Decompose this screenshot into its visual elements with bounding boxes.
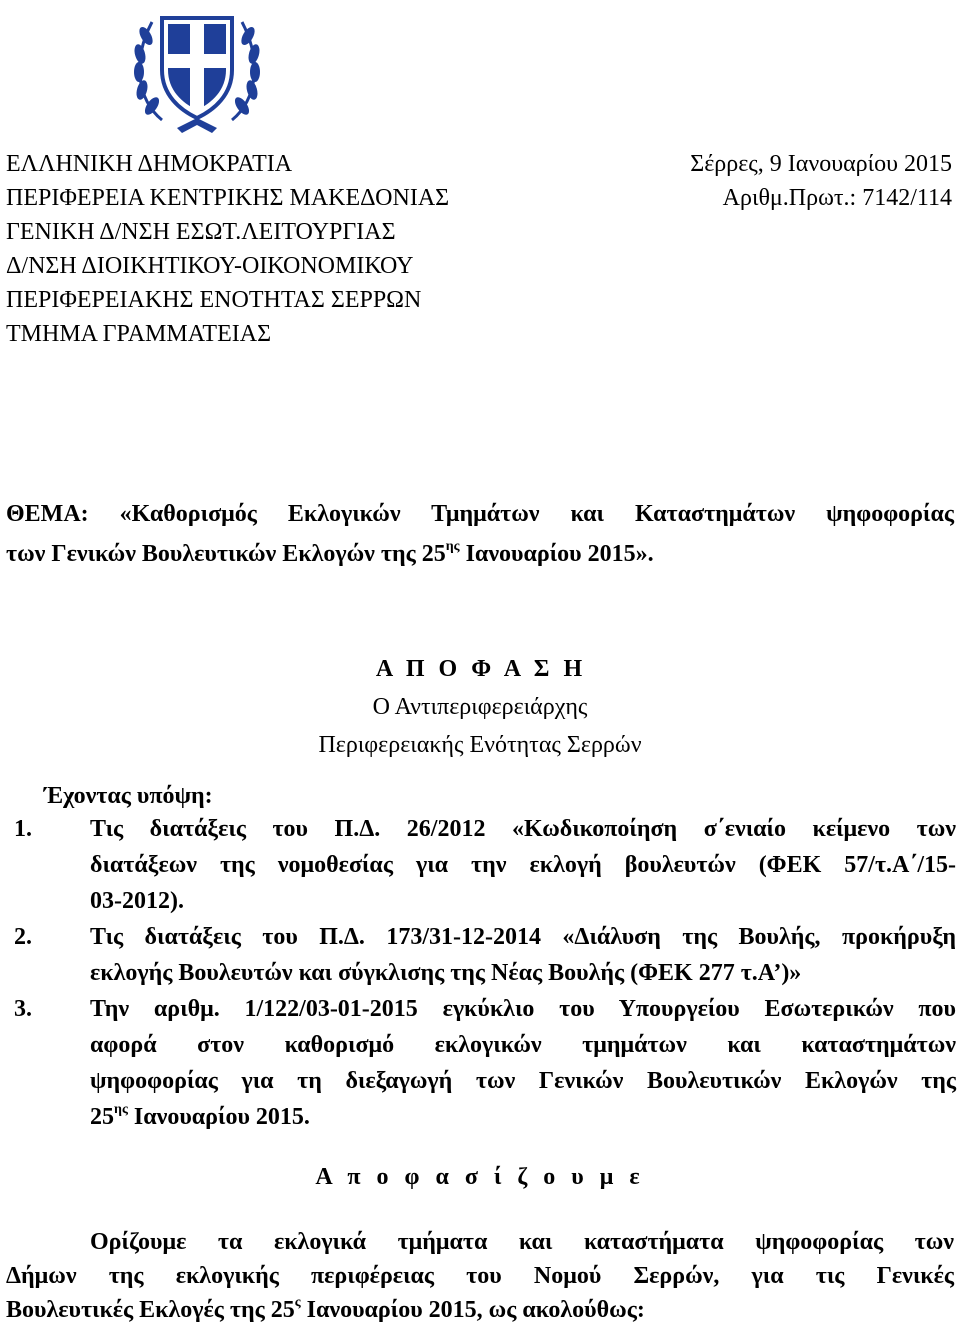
protocol-number: Αριθμ.Πρωτ.: 7142/114 (722, 185, 952, 211)
item-line: διατάξεων της νομοθεσίας για την εκλογή βουλευτών (ΦΕΚ 57/τ.Α΄/15- (90, 852, 956, 878)
item-text: 25 (90, 1104, 114, 1130)
subject-text: Ιανουαρίου 2015». (459, 541, 654, 567)
decision-official: Ο Αντιπεριφερειάρχης (372, 694, 588, 720)
ordinal-suffix: ς (294, 1295, 301, 1310)
header-line: ΓΕΝΙΚΗ Δ/ΝΣΗ ΕΣΩΤ.ΛΕΙΤΟΥΡΓΙΑΣ (6, 219, 396, 245)
subject-line-1: ΘΕΜΑ: «Καθορισμός Εκλογικών Τμημάτων και Καταστημάτων ψηφοφορίας (6, 501, 954, 527)
item-line (90, 1103, 956, 1139)
header-line: ΠΕΡΙΦΕΡΕΙΑ ΚΕΝΤΡΙΚΗΣ ΜΑΚΕΔΟΝΙΑΣ (6, 185, 450, 211)
item-line: Τις διατάξεις του Π.Δ. 26/2012 «Κωδικοποίηση σ΄ενιαίο κείμενο των (90, 816, 956, 842)
list-item (6, 815, 956, 923)
decide-heading: Α π ο φ α σ ί ζ ο υ μ ε (315, 1164, 645, 1190)
item-line: Την αριθμ. 1/122/03-01-2015 εγκύκλιο του Υπουργείου Εσωτερικών που (90, 996, 956, 1022)
decision-title: Α Π Ο Φ Α Σ Η (375, 656, 585, 682)
subject-line-2 (6, 540, 954, 580)
item-number: 2. (14, 924, 32, 950)
greek-coat-of-arms-icon (122, 0, 272, 140)
place-date: Σέρρες, 9 Ιανουαρίου 2015 (690, 151, 952, 177)
item-number: 3. (14, 996, 32, 1022)
item-line: ψηφοφορίας για τη διεξαγωγή των Γενικών Βουλευτικών Εκλογών της (90, 1068, 956, 1094)
ordinal-suffix: ης (445, 539, 460, 554)
considering-label: Έχοντας υπόψη: (44, 783, 213, 809)
body-line (6, 1296, 954, 1330)
header-line: ΤΜΗΜΑ ΓΡΑΜΜΑΤΕΙΑΣ (6, 321, 272, 347)
body-line: Δήμων της εκλογικής περιφέρειας του Νομού Σερρών, για τις Γενικές (6, 1263, 954, 1289)
body-text: Βουλευτικές Εκλογές της 25 (6, 1297, 295, 1323)
header-line: ΠΕΡΙΦΕΡΕΙΑΚΗΣ ΕΝΟΤΗΤΑΣ ΣΕΡΡΩΝ (6, 287, 422, 313)
list-item (6, 923, 956, 995)
item-line: Τις διατάξεις του Π.Δ. 173/31-12-2014 «Διάλυση της Βουλής, προκήρυξη (90, 924, 956, 950)
header-line: ΕΛΛΗΝΙΚΗ ΔΗΜΟΚΡΑΤΙΑ (6, 151, 293, 177)
subject-block (6, 500, 954, 580)
item-text: Ιανουαρίου 2015. (127, 1104, 310, 1130)
considerations-list (6, 815, 956, 1139)
header-line: Δ/ΝΣΗ ΔΙΟΙΚΗΤΙΚΟΥ-ΟΙΚΟΝΟΜΙΚΟΥ (6, 253, 414, 279)
list-item (6, 995, 956, 1139)
body-line: Ορίζουμε τα εκλογικά τμήματα και καταστήματα ψηφοφορίας των (90, 1229, 954, 1255)
issuing-authority-block (6, 150, 566, 354)
decision-unit: Περιφερειακής Ενότητας Σερρών (318, 732, 642, 758)
item-line: εκλογής Βουλευτών και σύγκλισης της Νέας Βουλής (ΦΕΚ 277 τ.Α’)» (90, 960, 802, 986)
ordinal-suffix: ης (114, 1102, 128, 1117)
body-text: Ιανουαρίου 2015, ως ακολούθως: (300, 1297, 645, 1323)
decision-heading (0, 655, 960, 769)
date-protocol-block (690, 150, 952, 218)
subject-text: των Γενικών Βουλευτικών Εκλογών της 25 (6, 541, 446, 567)
decision-body (6, 1228, 954, 1330)
item-number: 1. (14, 816, 32, 842)
item-line: αφορά στον καθορισμό εκλογικών τμημάτων και καταστημάτων (90, 1032, 956, 1058)
item-line: 03-2012). (90, 888, 184, 914)
